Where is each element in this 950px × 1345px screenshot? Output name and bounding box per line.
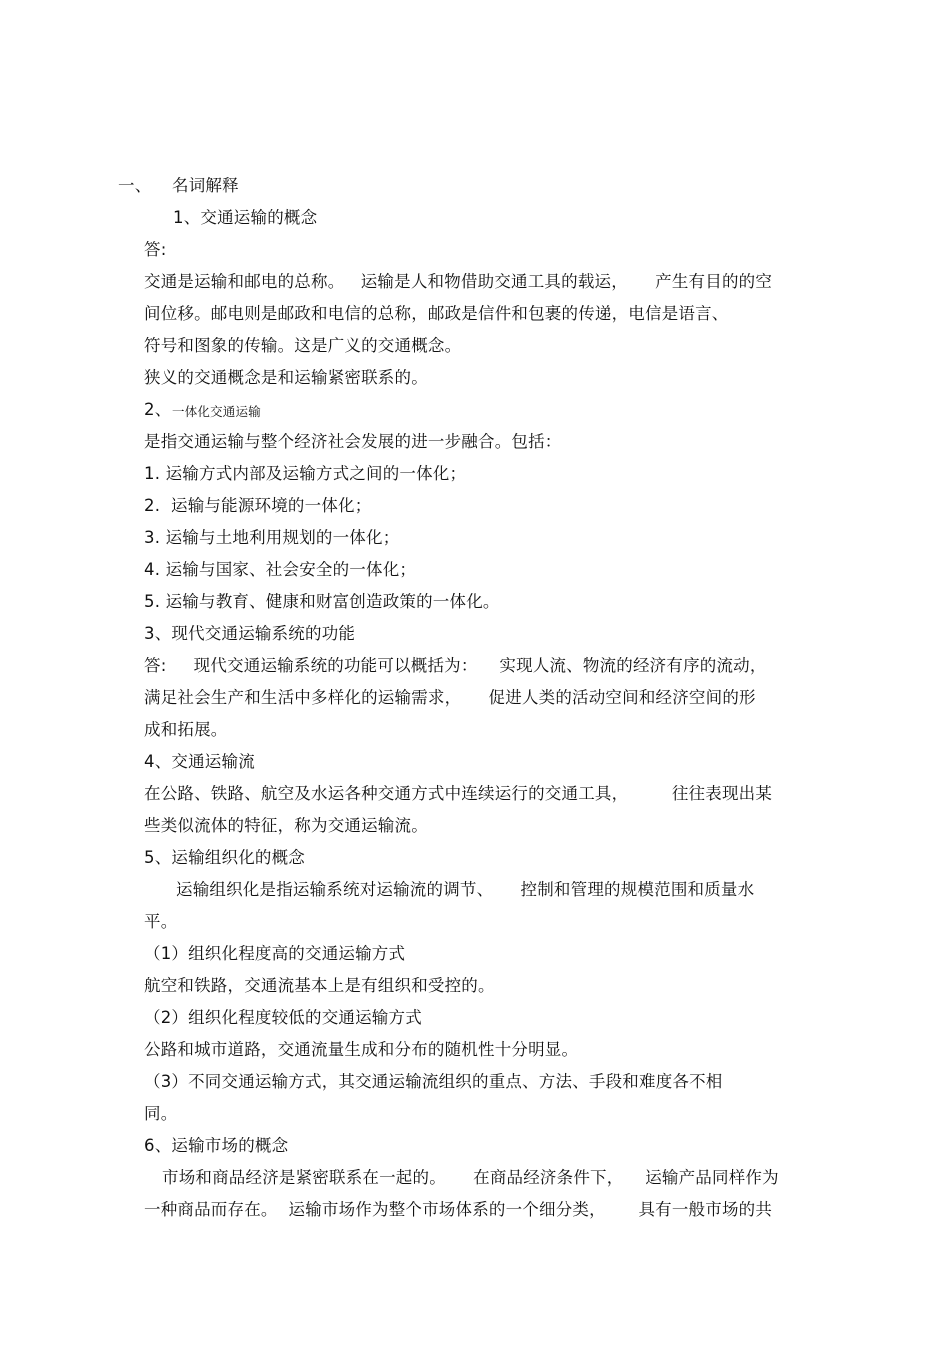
subheading: （2）组织化程度较低的交通运输方式	[144, 1008, 422, 1027]
paragraph-line: 平。	[144, 912, 178, 931]
heading-4: 4、交通运输流	[144, 752, 255, 771]
list-item: 1. 运输方式内部及运输方式之间的一体化；	[144, 464, 467, 483]
paragraph-line: 答: 现代交通运输系统的功能可以概括为： 实现人流、物流的经济有序的流动，	[144, 656, 767, 675]
paragraph-line: 运输组织化是指运输系统对运输流的调节、 控制和管理的规模范围和质量水	[176, 880, 755, 899]
paragraph-line: 一种商品而存在。 运输市场作为整个市场体系的一个细分类， 具有一般市场的共	[144, 1200, 773, 1219]
paragraph-line: 市场和商品经济是紧密联系在一起的。 在商品经济条件下， 运输产品同样作为	[162, 1168, 779, 1187]
subheading: （1）组织化程度高的交通运输方式	[144, 944, 406, 963]
paragraph-line: 公路和城市道路，交通流量生成和分布的随机性十分明显。	[144, 1040, 579, 1059]
answer-label-1: 答:	[144, 240, 167, 259]
paragraph-line: 满足社会生产和生活中多样化的运输需求， 促进人类的活动空间和经济空间的形	[144, 688, 756, 707]
paragraph-line: 在公路、铁路、航空及水运各种交通方式中连续运行的交通工具， 往往表现出某	[144, 784, 773, 803]
paragraph-line: 间位移。邮电则是邮政和电信的总称，邮政是信件和包裹的传递，电信是语言、	[144, 304, 729, 323]
section-number: 一、	[118, 176, 152, 195]
heading-2-number: 2、	[144, 400, 172, 419]
heading-5: 5、运输组织化的概念	[144, 848, 305, 867]
subheading: （3）不同交通运输方式，其交通运输流组织的重点、方法、手段和难度各不相	[144, 1072, 723, 1091]
paragraph-line: 航空和铁路，交通流基本上是有组织和受控的。	[144, 976, 495, 995]
heading-2-title: 一体化交通运输	[172, 404, 261, 419]
paragraph-line: 同。	[144, 1104, 178, 1123]
heading-1: 1、交通运输的概念	[173, 208, 318, 227]
paragraph-line: 些类似流体的特征，称为交通运输流。	[144, 816, 428, 835]
paragraph-line: 符号和图象的传输。这是广义的交通概念。	[144, 336, 462, 355]
paragraph-line: 成和拓展。	[144, 720, 228, 739]
section-title: 名词解释	[172, 176, 239, 195]
paragraph-line: 交通是运输和邮电的总称。 运输是人和物借助交通工具的载运， 产生有目的的空	[144, 272, 773, 291]
list-item: 3. 运输与土地利用规划的一体化；	[144, 528, 400, 547]
list-item: 2. 运输与能源环境的一体化；	[144, 496, 372, 515]
paragraph-line: 狭义的交通概念是和运输紧密联系的。	[144, 368, 428, 387]
heading-6: 6、运输市场的概念	[144, 1136, 289, 1155]
list-item: 5. 运输与教育、健康和财富创造政策的一体化。	[144, 592, 500, 611]
paragraph-line: 是指交通运输与整个经济社会发展的进一步融合。包括：	[144, 432, 562, 451]
heading-3: 3、现代交通运输系统的功能	[144, 624, 356, 643]
list-item: 4. 运输与国家、社会安全的一体化；	[144, 560, 417, 579]
